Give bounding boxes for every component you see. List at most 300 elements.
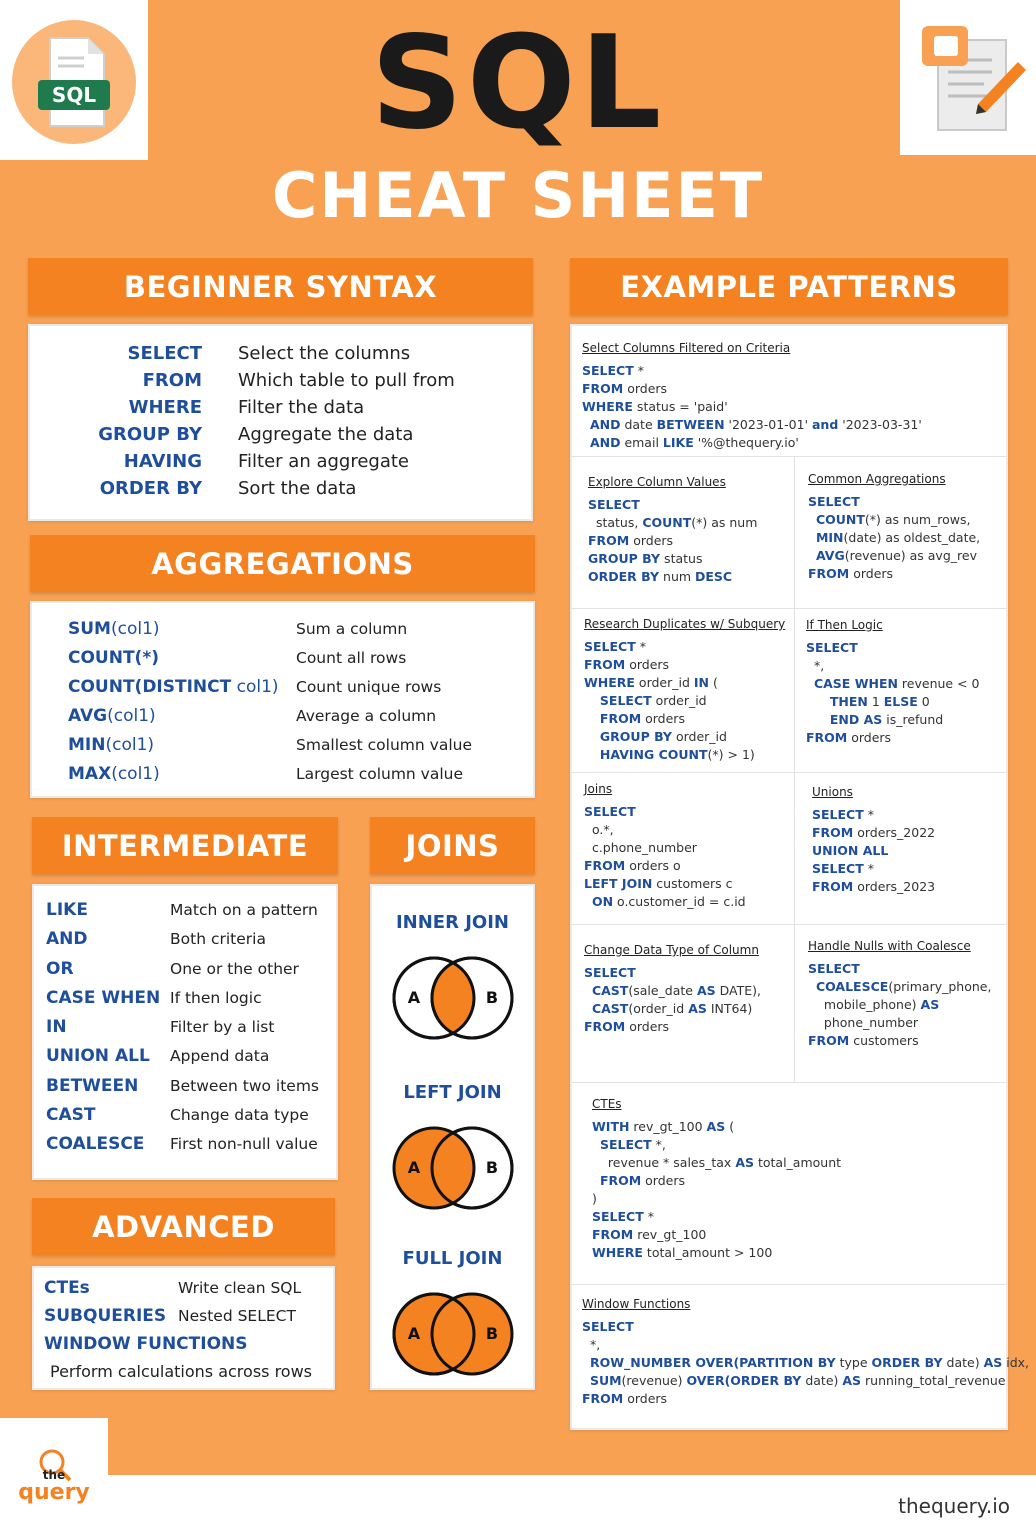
code-keyword: FROM [584,1019,626,1034]
aggregation-function [68,615,288,644]
code-text: *, [806,658,825,673]
example-title: Explore Column Values [588,475,726,489]
code-line [588,550,757,568]
code-line [584,1000,761,1018]
code-text [584,729,600,744]
code-text: DATE), [715,983,761,998]
aggregation-description: Count unique rows [296,678,442,696]
code-keyword: SELECT [582,1319,634,1334]
code-keyword: ON [591,894,614,909]
code-keyword: and [812,417,839,432]
code-text: 1 [867,694,884,709]
venn-set-label: A [407,988,421,1007]
code-text [584,747,600,762]
aggregations-list [68,615,526,789]
example-title: Unions [812,785,853,799]
code-text: (date) as oldest_date, [843,530,981,545]
code-line [588,532,757,550]
example-common [808,471,980,583]
aggregation-arg: (col1) [110,619,160,639]
code-text: status = 'paid' [632,399,728,414]
code-keyword: AVG [815,548,845,563]
code-line [582,416,922,434]
code-text [584,1001,592,1016]
page-subtitle: CHEAT SHEET [271,159,765,232]
example-research [584,616,785,764]
code-text: orders o [625,858,681,873]
code-line [582,1336,1029,1354]
code-text: orders [849,566,894,581]
code-keyword: BETWEEN [656,417,725,432]
advanced-description: Write clean SQL [178,1279,302,1297]
code-text: ) [592,1191,597,1206]
code-keyword: CAST [591,983,629,998]
intermediate-keyword: AND [46,929,88,950]
code-keyword: AS [983,1355,1003,1370]
beginner-keyword: HAVING [123,451,202,472]
code-keyword: AND [589,417,621,432]
code-keyword: AS [920,997,940,1012]
beginner-list [80,340,538,502]
code-line [584,656,785,674]
code-text: (revenue) [621,1373,687,1388]
example-title: CTEs [592,1097,622,1111]
code-text: running_total_revenue [861,1373,1006,1388]
intermediate-description: Between two items [170,1076,320,1095]
aggregation-arg: (col1) [107,706,156,726]
code-text: date) [942,1355,984,1370]
code-keyword: FROM [584,657,626,672]
code-line [808,960,991,978]
aggregation-description: Smallest column value [296,736,472,754]
code-line [808,529,980,547]
aggregation-description: Count all rows [296,649,407,667]
code-line [592,1190,841,1208]
code-line [808,565,980,583]
beginner-keyword: WHERE [128,397,202,418]
code-text: c.phone_number [584,840,697,855]
example-title: Joins [584,782,613,796]
code-keyword: THEN [829,694,868,709]
code-line [592,1226,841,1244]
code-text: 0 [917,694,930,709]
code-text: date) [801,1373,843,1388]
code-keyword: FROM [808,1033,850,1048]
beginner-keyword: FROM [142,370,202,391]
section-header-joins: JOINS [370,817,535,874]
intermediate-description: One or the other [170,959,299,978]
code-text: '2023-03-31' [838,417,922,432]
beginner-keyword: ORDER BY [99,478,202,499]
code-line [584,893,746,911]
code-line [584,746,785,764]
code-keyword: FROM [808,566,850,581]
aggregation-function [68,644,288,673]
code-line [584,638,785,656]
advanced-card [32,1266,335,1390]
code-keyword: HAVING COUNT [599,747,708,762]
code-text [584,693,600,708]
code-line [812,842,935,860]
aggregation-name: COUNT(DISTINCT [68,677,232,697]
code-keyword: OVER(ORDER BY [686,1373,802,1388]
code-keyword: SELECT [592,1209,644,1224]
code-text: * [635,639,646,654]
code-keyword: FROM [599,711,642,726]
code-text: date [620,417,657,432]
code-text [806,712,830,727]
code-text [806,694,830,709]
code-text [808,512,816,527]
code-text: status, [588,515,643,530]
examples-card [570,324,1030,1430]
code-text: idx, [1002,1355,1030,1370]
join-label: LEFT JOIN [403,1082,502,1103]
intermediate-description: If then logic [170,988,262,1007]
code-keyword: GROUP BY [588,551,661,566]
code-keyword: SELECT [588,497,640,512]
code-text: order_id [671,729,727,744]
code-keyword: SELECT [808,961,860,976]
intermediate-card [32,884,338,1180]
code-text: revenue < 0 [897,676,980,691]
example-title: Change Data Type of Column [584,943,759,957]
joins-diagrams [372,886,533,1388]
code-keyword: FROM [812,879,854,894]
code-keyword: LIKE [662,435,694,450]
code-line [808,1032,991,1050]
advanced-keyword: CTEs [44,1278,90,1298]
code-text: status [660,551,703,566]
code-line [592,1244,841,1262]
example-joins [584,781,746,911]
code-line [584,857,746,875]
aggregations-card [30,601,535,798]
beginner-description: Sort the data [238,478,357,499]
code-keyword: LEFT JOIN [584,876,653,891]
brand-query: query [18,1480,90,1505]
example-title: Research Duplicates w/ Subquery [584,617,786,631]
aggregation-function [68,673,288,702]
code-line [592,1172,841,1190]
code-line [584,803,746,821]
code-keyword: UNION ALL [812,843,889,858]
intermediate-keyword: OR [46,958,74,979]
intermediate-description: Filter by a list [170,1018,275,1037]
code-keyword: CASE WHEN [813,676,898,691]
code-line [806,639,979,657]
code-line [584,875,746,893]
code-keyword: FROM [584,858,626,873]
beginner-description: Select the columns [238,343,411,364]
code-text: *, [651,1137,666,1152]
code-line [812,878,935,896]
code-line [592,1118,841,1136]
code-text: *, [582,1337,601,1352]
beginner-description: Which table to pull from [238,370,455,391]
aggregation-function [68,731,288,760]
code-line [806,693,979,711]
example-ifthen [806,617,979,747]
code-line [812,824,935,842]
aggregation-arg: col1) [231,677,279,697]
aggregation-name: SUM [68,619,111,639]
join-label: INNER JOIN [395,912,509,933]
example-title: Select Columns Filtered on Criteria [582,341,791,355]
code-line [582,362,922,380]
code-line [812,860,935,878]
beginner-keyword: SELECT [127,343,202,364]
code-text [808,530,816,545]
code-keyword: AS [696,983,716,998]
code-text [808,548,816,563]
brand-logo [0,1418,108,1536]
page-title: SQL [370,9,666,158]
code-line [584,728,785,746]
code-text: ( [725,1119,735,1134]
code-keyword: DESC [695,569,733,584]
advanced-description: Nested SELECT [178,1307,296,1325]
code-text: rev_gt_100 [633,1227,707,1242]
code-text: o.customer_id = c.id [613,894,746,909]
section-header-aggregations: AGGREGATIONS [30,535,535,592]
code-line [582,380,922,398]
code-keyword: WHERE [582,399,633,414]
code-line [806,711,979,729]
code-keyword: AS [735,1155,754,1170]
code-keyword: ORDER BY [588,569,660,584]
code-text [582,417,590,432]
code-keyword: FROM [588,533,630,548]
section-header-advanced: ADVANCED [32,1198,335,1255]
beginner-keyword: GROUP BY [98,424,202,445]
venn-set-label: B [485,1158,499,1177]
intermediate-keyword: BETWEEN [46,1075,139,1096]
site-url: thequery.io [898,1494,1010,1518]
intermediate-description: First non-null value [170,1135,318,1154]
code-text: customers [849,1033,919,1048]
code-line [584,674,785,692]
advanced-keyword: WINDOW FUNCTIONS [44,1334,248,1354]
code-keyword: SELECT [584,804,636,819]
code-line [588,568,757,586]
venn-diagram-icon [372,1118,533,1218]
code-keyword: SELECT [812,861,864,876]
code-text: (sale_date [628,983,697,998]
code-keyword: GROUP BY [599,729,672,744]
code-keyword: SELECT [808,494,860,509]
code-text [584,894,592,909]
aggregation-description: Average a column [296,707,437,725]
example-explore [588,474,757,586]
section-header-beginner: BEGINNER SYNTAX [28,258,533,315]
code-keyword: FROM [812,825,854,840]
code-keyword: COUNT [642,515,692,530]
code-line [806,729,979,747]
code-keyword: WITH [592,1119,630,1134]
code-keyword: SELECT [584,965,636,980]
brand-the: the [42,1468,66,1482]
code-line [808,978,991,996]
code-line [582,1372,1029,1390]
example-nulls [808,938,991,1050]
aggregation-arg: (col1) [105,735,155,755]
advanced-keyword: SUBQUERIES [44,1306,167,1326]
beginner-description: Filter an aggregate [238,451,410,472]
code-text: (primary_phone, [888,979,992,994]
section-header-examples: EXAMPLE PATTERNS [570,258,1008,315]
code-keyword: FROM [599,1173,642,1188]
code-keyword: SELECT [812,807,864,822]
intermediate-keyword: UNION ALL [46,1046,150,1067]
aggregation-description: Sum a column [296,620,408,638]
code-text: orders_2022 [853,825,936,840]
code-text: customers c [652,876,733,891]
join-label: FULL JOIN [402,1248,503,1269]
code-keyword: ORDER BY [871,1355,943,1370]
code-keyword: AS [706,1119,726,1134]
code-text: * [863,861,874,876]
code-line [584,710,785,728]
aggregation-name: MAX [68,764,112,784]
venn-set-label: B [485,988,499,1007]
aggregation-name: AVG [68,706,108,726]
code-text: orders [623,1391,668,1406]
code-text [582,435,590,450]
code-line [592,1208,841,1226]
code-keyword: WHERE [592,1245,643,1260]
beginner-description: Filter the data [238,397,365,418]
code-text: * [863,807,874,822]
example-title: Handle Nulls with Coalesce [808,939,971,953]
code-text: num [659,569,696,584]
code-text: o.*, [584,822,614,837]
code-text: mobile_phone) [808,997,921,1012]
code-text: type [835,1355,872,1370]
code-line [584,821,746,839]
code-line [582,1390,1029,1408]
venn-set-label: A [407,1324,421,1343]
code-keyword: CAST [591,1001,629,1016]
example-title: Common Aggregations [808,472,946,486]
beginner-card [28,324,533,521]
aggregation-name: MIN [68,735,106,755]
aggregation-function [68,702,288,731]
code-keyword: END AS [829,712,883,727]
code-keyword: FROM [582,381,624,396]
code-text [808,979,816,994]
code-line [588,514,757,532]
intermediate-description: Change data type [170,1106,309,1125]
code-line [808,511,980,529]
aggregation-arg: (col1) [111,764,160,784]
code-line [806,675,979,693]
code-text: total_amount > 100 [642,1245,773,1260]
code-keyword: AS [842,1373,862,1388]
code-keyword: AND [589,435,621,450]
code-text: orders [641,1173,686,1188]
intermediate-description: Append data [170,1047,270,1066]
code-text [592,1137,600,1152]
code-keyword: ELSE [883,694,918,709]
code-line [808,1014,991,1032]
code-keyword: AS [688,1001,707,1016]
code-text: '2023-01-01' [724,417,812,432]
code-text: orders_2023 [853,879,936,894]
advanced-list [44,1274,338,1358]
code-text: order_id [634,675,694,690]
code-text: (*) > 1) [707,747,755,762]
venn-diagram-icon [372,948,533,1048]
code-keyword: IN [693,675,710,690]
intermediate-description: Match on a pattern [170,901,318,919]
example-window [582,1296,1029,1408]
code-text: (*) as num_rows, [864,512,971,527]
intermediate-keyword: IN [46,1017,67,1038]
example-title: If Then Logic [806,618,883,632]
venn-set-label: B [485,1324,499,1343]
beginner-description: Aggregate the data [238,424,414,445]
code-keyword: FROM [592,1227,634,1242]
venn-diagram-icon [372,1284,533,1384]
code-keyword: SELECT [599,693,652,708]
code-text: revenue * sales_tax [592,1155,736,1170]
intermediate-keyword: CASE WHEN [46,987,161,1008]
code-keyword: FROM [806,730,848,745]
sql-file-badge: SQL [51,83,97,107]
code-line [808,547,980,565]
code-keyword: COALESCE [815,979,889,994]
code-keyword: WHERE [584,675,635,690]
code-line [588,496,757,514]
intermediate-description: Both criteria [170,930,266,949]
code-text: (order_id [628,1001,689,1016]
code-text: ( [709,675,718,690]
code-keyword: SELECT [582,363,634,378]
advanced-description [178,1330,338,1358]
code-line [806,657,979,675]
code-text: orders [629,533,674,548]
code-text: email [620,435,663,450]
code-text: * [633,363,644,378]
aggregation-function [68,760,288,789]
intermediate-keyword: CAST [46,1105,96,1126]
code-line [584,692,785,710]
example-title: Window Functions [582,1297,691,1311]
code-text: (revenue) as avg_rev [844,548,977,563]
example-filtered [582,340,922,452]
advanced-note: Perform calculations across rows [50,1362,313,1381]
code-line [582,1318,1029,1336]
code-text [592,1173,600,1188]
code-keyword: SELECT [599,1137,652,1152]
aggregation-name: COUNT(*) [68,648,159,668]
code-line [808,493,980,511]
code-line [582,1354,1029,1372]
joins-card [370,884,535,1390]
code-text [584,983,592,998]
code-text: (*) as num [691,515,758,530]
code-line [808,996,991,1014]
code-keyword: SELECT [584,639,636,654]
example-change [584,942,761,1036]
code-text: rev_gt_100 [629,1119,707,1134]
code-line [584,839,746,857]
code-text: total_amount [754,1155,842,1170]
example-ctes [592,1096,841,1262]
code-text: orders [623,381,668,396]
example-unions [812,784,935,896]
